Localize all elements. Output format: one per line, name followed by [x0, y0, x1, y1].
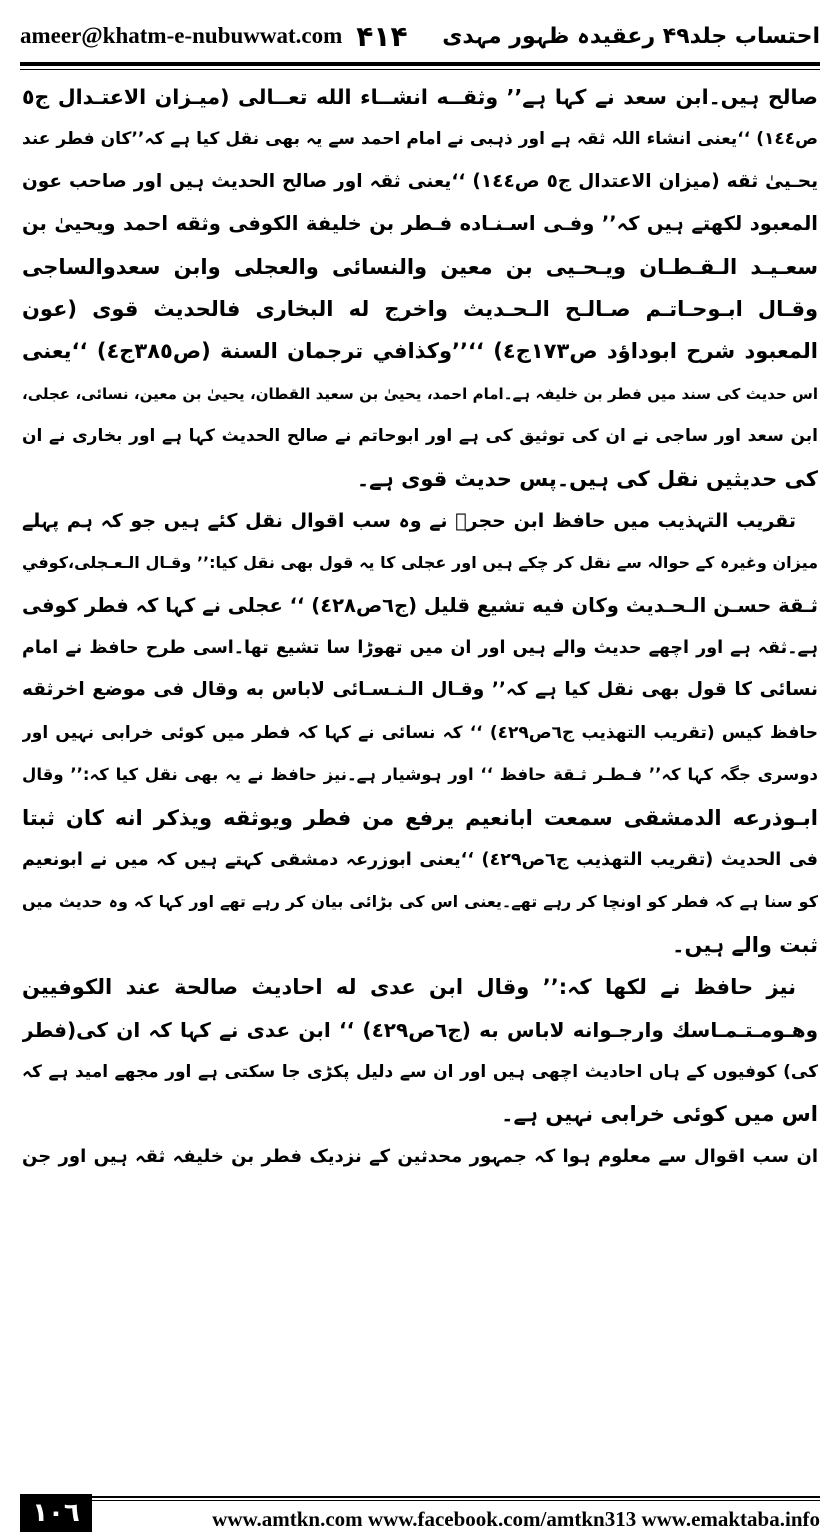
- text-line: وهـومـتـمـاسك وارجـوانه لاباس به (ج٦ص٤٢٩) ‘‘ ابن عدی نے کہا کہ ان کی(فطر: [22, 1017, 818, 1042]
- text-line: ص١٤٤) ‘‘یعنی انشاء اللہ ثقہ ہے اور ذہبی نے امام احمد سے یہ بھی نقل کیا ہے کہ’’كان فطر عند: [22, 129, 818, 150]
- page-body: [22, 76, 818, 1476]
- text-line: ثـقة حسـن الـحـديث وكان فيه تشيع قليل (ج٦ص٤٢٨) ‘‘ عجلی نے کہا کہ فطر کوفی: [22, 593, 818, 617]
- text-line: المعبود شرح ابوداؤد ص١٧٣ج٤) ‘‘’’وكذافي ترجمان السنة (ص٣٨٥ج٤) ‘‘یعنی: [22, 339, 818, 364]
- page-header: [20, 14, 820, 58]
- text-line: ہے۔ثقہ ہے اور اچھے حدیث والے ہیں اور ان میں تھوڑا سا تشیع تھا۔اسی طرح حافظ نے امام: [22, 638, 818, 659]
- text-line: صالح ہیں۔ابن سعد نے کہا ہے’’ وثقــه انشــاء الله تعــالى (ميـزان الاعتـدال ج٥: [22, 85, 818, 109]
- text-line: حافظ كيس (تقريب التهذيب ج٦ص٤٢٩) ‘‘ کہ نسائی نے کہا کہ فطر میں کوئی خرابی نہیں اور: [22, 722, 818, 743]
- text-line: ان سب اقوال سے معلوم ہوا کہ جمہور محدثین کے نزدیک فطر بن خلیفہ ثقہ ہیں اور جن: [22, 1145, 818, 1167]
- text-line: میزان وغیرہ کے حوالہ سے نقل کر چکے ہیں اور عجلی کا یہ قول بھی نقل کیا:’’ وقـال الـعـجلى،كوفي: [22, 553, 818, 573]
- text-line: نسائی کا قول بھی نقل کیا ہے کہ’’ وقـال الـنـسـائى لاباس به وقال فى موضع اخرثقه: [22, 679, 818, 701]
- footer-links: www.amtkn.com www.facebook.com/amtkn313 www.emaktaba.info: [212, 1507, 820, 1531]
- header-left: [20, 20, 408, 53]
- header-rule-thin: [20, 69, 820, 70]
- text-line: تقریب التہذیب میں حافظ ابن حجرؒ نے وہ سب اقوال نقل کئے ہیں جو کہ ہم پہلے: [22, 509, 796, 532]
- footer-rule-thin: [92, 1500, 820, 1501]
- text-line: کو سنا ہے کہ فطر کو اونچا کر رہے تھے۔یعنی اس کی بڑائی بیان کر رہے تھے اور کہا کہ وہ حدیث میں: [22, 892, 818, 912]
- text-line: وقـال ابـوحـاتـم صـالـح الـحـديث واخرج له البخارى فالحديث قوى (عون: [22, 296, 818, 321]
- text-line: کی حدیثیں نقل کی ہیں۔پس حدیث قوی ہے۔: [356, 466, 818, 491]
- footer-rule: [92, 1496, 820, 1498]
- footer-right: [92, 1494, 820, 1532]
- text-line: نیز حافظ نے لکھا کہ:’’ وقال ابن عدى له احاديث صالحة عند الكوفيين: [22, 975, 796, 1000]
- header-title: احتساب جلد۴۹ رعقیدہ ظہور مہدی: [442, 23, 820, 49]
- text-line: سعـيـد الـقـطـان ويـحـيى بن معين والنسائى والعجلى وابن سعدوالساجى: [22, 254, 818, 279]
- header-page-number: ۴۱۴: [356, 19, 408, 53]
- header-rule: [20, 62, 820, 66]
- page-footer: [20, 1492, 820, 1532]
- text-line: ابن سعد اور ساجی نے ان کی توثیق کی ہے اور ابوحاتم نے صالح الحدیث کہا ہے اور بخاری نے ان: [22, 426, 818, 447]
- text-line: کی) کوفیوں کے ہاں احادیث اچھی ہیں اور ان سے دلیل پکڑی جا سکتی ہے اور مجھے امید ہے کہ: [22, 1061, 818, 1082]
- footer-page-number: ١٠٦: [20, 1494, 92, 1532]
- text-line: اس حدیث کی سند میں فطر بن خلیفہ ہے۔امام احمد، یحییٰ بن سعید القطان، یحییٰ بن معین، نسائی، عجلی،: [22, 384, 818, 403]
- text-line: فى الحديث (تقريب التهذيب ج٦ص٤٢٩) ‘‘یعنی ابوزرعہ دمشقی کہتے ہیں کہ میں نے ابونعیم: [22, 850, 818, 871]
- text-line: ثبت والے ہیں۔: [672, 932, 818, 957]
- text-line: يحـيىٰ ثقه (ميزان الاعتدال ج٥ ص١٤٤) ‘‘یعنی ثقہ اور صالح الحدیث ہیں اور صاحب عون: [22, 170, 818, 192]
- text-line: ابـوذرعه الدمشقى سمعت ابانعيم يرفع من فطر ويوثقه ويذكر انه كان ثبتا: [22, 805, 818, 830]
- text-line: دوسری جگہ کہا کہ’’ فـطـر ثـقة حافظ ‘‘ اور ہوشیار ہے۔نیز حافظ نے یہ بھی نقل کیا کہ:’’ وقال: [22, 765, 818, 785]
- text-line: المعبود لکھتے ہیں کہ’’ وفـی اسـنـاده فـطر بن خليفة الكوفى وثقه احمد ويحيىٰ بن: [22, 212, 818, 236]
- text-line: اس میں کوئی خرابی نہیں ہے۔: [501, 1102, 818, 1127]
- header-email: ameer@khatm-e-nubuwwat.com: [20, 23, 343, 48]
